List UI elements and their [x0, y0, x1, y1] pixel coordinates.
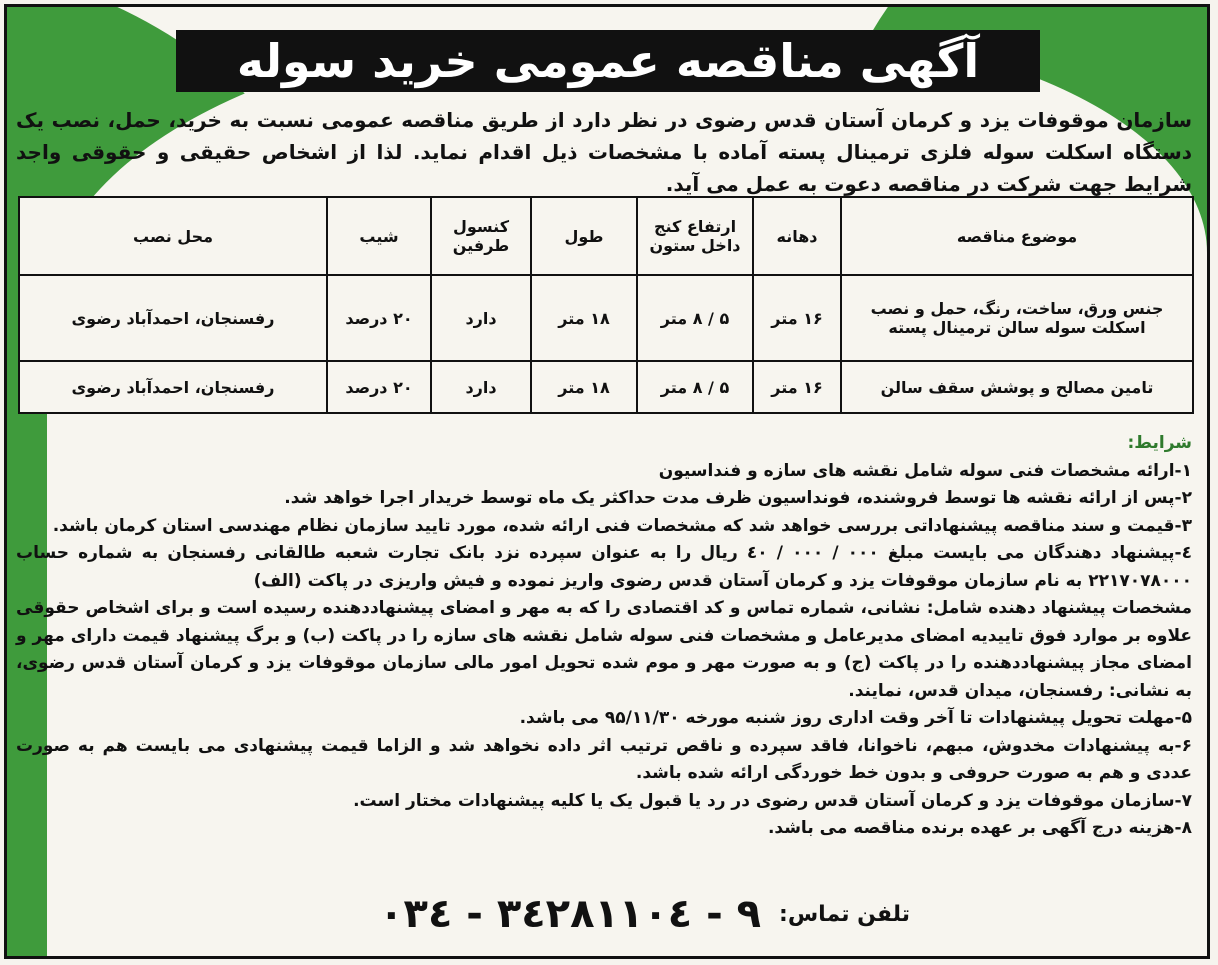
cell-corner-height: ۵ / ۸ متر — [637, 361, 753, 413]
phone-number: ۰۳٤ - ۳٤۲۸۱۱۰٤ - ۹ — [379, 891, 762, 937]
cell-length: ۱۸ متر — [531, 275, 637, 361]
contact-phone — [370, 884, 910, 944]
cell-slope: ۲۰ درصد — [327, 361, 431, 413]
condition-item: ۶-به پیشنهادات مخدوش، مبهم، ناخوانا، فاقد سپرده و ناقص ترتیب اثر داده نخواهد شد و الزاما قیمت پیشنهادی می بایست هم به صورت عددی و هم به صورت حروفی و بدون خط خوردگی ارائه شده باشد. — [16, 735, 1192, 783]
table-row — [19, 275, 1193, 361]
cell-console: دارد — [431, 275, 531, 361]
condition-item: ۸-هزینه درج آگهی بر عهده برنده مناقصه می باشد. — [767, 818, 1192, 838]
table-row — [19, 361, 1193, 413]
ad-title: آگهی مناقصه عمومی خرید سوله — [176, 30, 1040, 92]
cell-span: ۱۶ متر — [753, 275, 841, 361]
condition-item: ۲-پس از ارائه نقشه ها توسط فروشنده، فونداسیون ظرف مدت حداکثر یک ماه توسط خریدار اجرا خواهد شد. — [284, 488, 1192, 508]
conditions-section — [16, 430, 1192, 843]
header-subject: موضوع مناقصه — [841, 197, 1193, 275]
conditions-title: شرایط: — [1127, 433, 1192, 453]
cell-length: ۱۸ متر — [531, 361, 637, 413]
table-header-row — [19, 197, 1193, 275]
header-span: دهانه — [753, 197, 841, 275]
cell-subject: تامین مصالح و پوشش سقف سالن — [841, 361, 1193, 413]
cell-location: رفسنجان، احمدآباد رضوی — [19, 275, 327, 361]
tender-table — [18, 196, 1194, 414]
header-slope: شیب — [327, 197, 431, 275]
cell-console: دارد — [431, 361, 531, 413]
condition-item: ۱-ارائه مشخصات فنی سوله شامل نقشه های سازه و فنداسیون — [658, 460, 1192, 481]
condition-item: ۷-سازمان موقوفات یزد و کرمان آستان قدس رضوی در رد یا قبول یک یا کلیه پیشنهادات مختار است. — [353, 790, 1192, 811]
cell-slope: ۲۰ درصد — [327, 275, 431, 361]
cell-location: رفسنجان، احمدآباد رضوی — [19, 361, 327, 413]
header-location: محل نصب — [19, 197, 327, 275]
cell-span: ۱۶ متر — [753, 361, 841, 413]
header-console: کنسول طرفین — [431, 197, 531, 275]
phone-label: تلفن تماس: — [779, 901, 910, 927]
intro-paragraph: سازمان موقوفات یزد و کرمان آستان قدس رضوی در نظر دارد از طریق مناقصه عمومی نسبت به خرید، حمل، نصب یک دستگاه اسکلت سوله فلزی ترمینال پسته آماده با مشخصات ذیل اقدام نماید. لذا از اشخاص حقیقی و حقوقی واجد شرایط جهت شرکت در مناقصه دعوت به عمل می آید. — [16, 108, 1192, 196]
condition-item: ٤-پیشنهاد دهندگان می بایست مبلغ ۰۰۰ / ۰۰۰ / ٤۰ ریال را به عنوان سپرده نزد بانک تجارت شعبه طالقانی رفسنجان به شماره حساب ۲۲۱۷۰۷۸۰۰۰ به نام سازمان موقوفات یزد و کرمان آستان قدس رضوی واریز نموده و فیش واریزی در پاکت (الف) — [16, 543, 1192, 591]
cell-corner-height: ۵ / ۸ متر — [637, 275, 753, 361]
condition-item: ۳-قیمت و سند مناقصه پیشنهاداتی بررسی خواهد شد که مشخصات فنی ارائه شده، مورد تایید سازمان نظام مهندسی استان کرمان باشد. — [52, 515, 1192, 536]
header-corner-height: ارتفاع کنج داخل ستون — [637, 197, 753, 275]
condition-item: مشخصات پیشنهاد دهنده شامل: نشانی، شماره تماس و کد اقتصادی را که به مهر و امضای پیشنهاددهنده رسیده است و برای اشخاص حقوقی علاوه بر موارد فوق تاییدیه امضای مدیرعامل و مشخصات فنی سوله شامل نقشه های سازه را در پاکت (ب) و برگ پیشنهاد قیمت دارای مهر و امضای مجاز پیشنهاددهنده را در پاکت (ج) و به صورت مهر و موم شده تحویل امور مالی سازمان موقوفات یزد و کرمان آستان قدس رضوی، به نشانی: رفسنجان، میدان قدس، نمایند. — [16, 598, 1192, 701]
header-length: طول — [531, 197, 637, 275]
condition-item: ۵-مهلت تحویل پیشنهادات تا آخر وقت اداری روز شنبه مورخه ۹۵/۱۱/۳۰ می باشد. — [519, 708, 1192, 728]
cell-subject: جنس ورق، ساخت، رنگ، حمل و نصب اسکلت سوله سالن ترمینال پسته — [841, 275, 1193, 361]
